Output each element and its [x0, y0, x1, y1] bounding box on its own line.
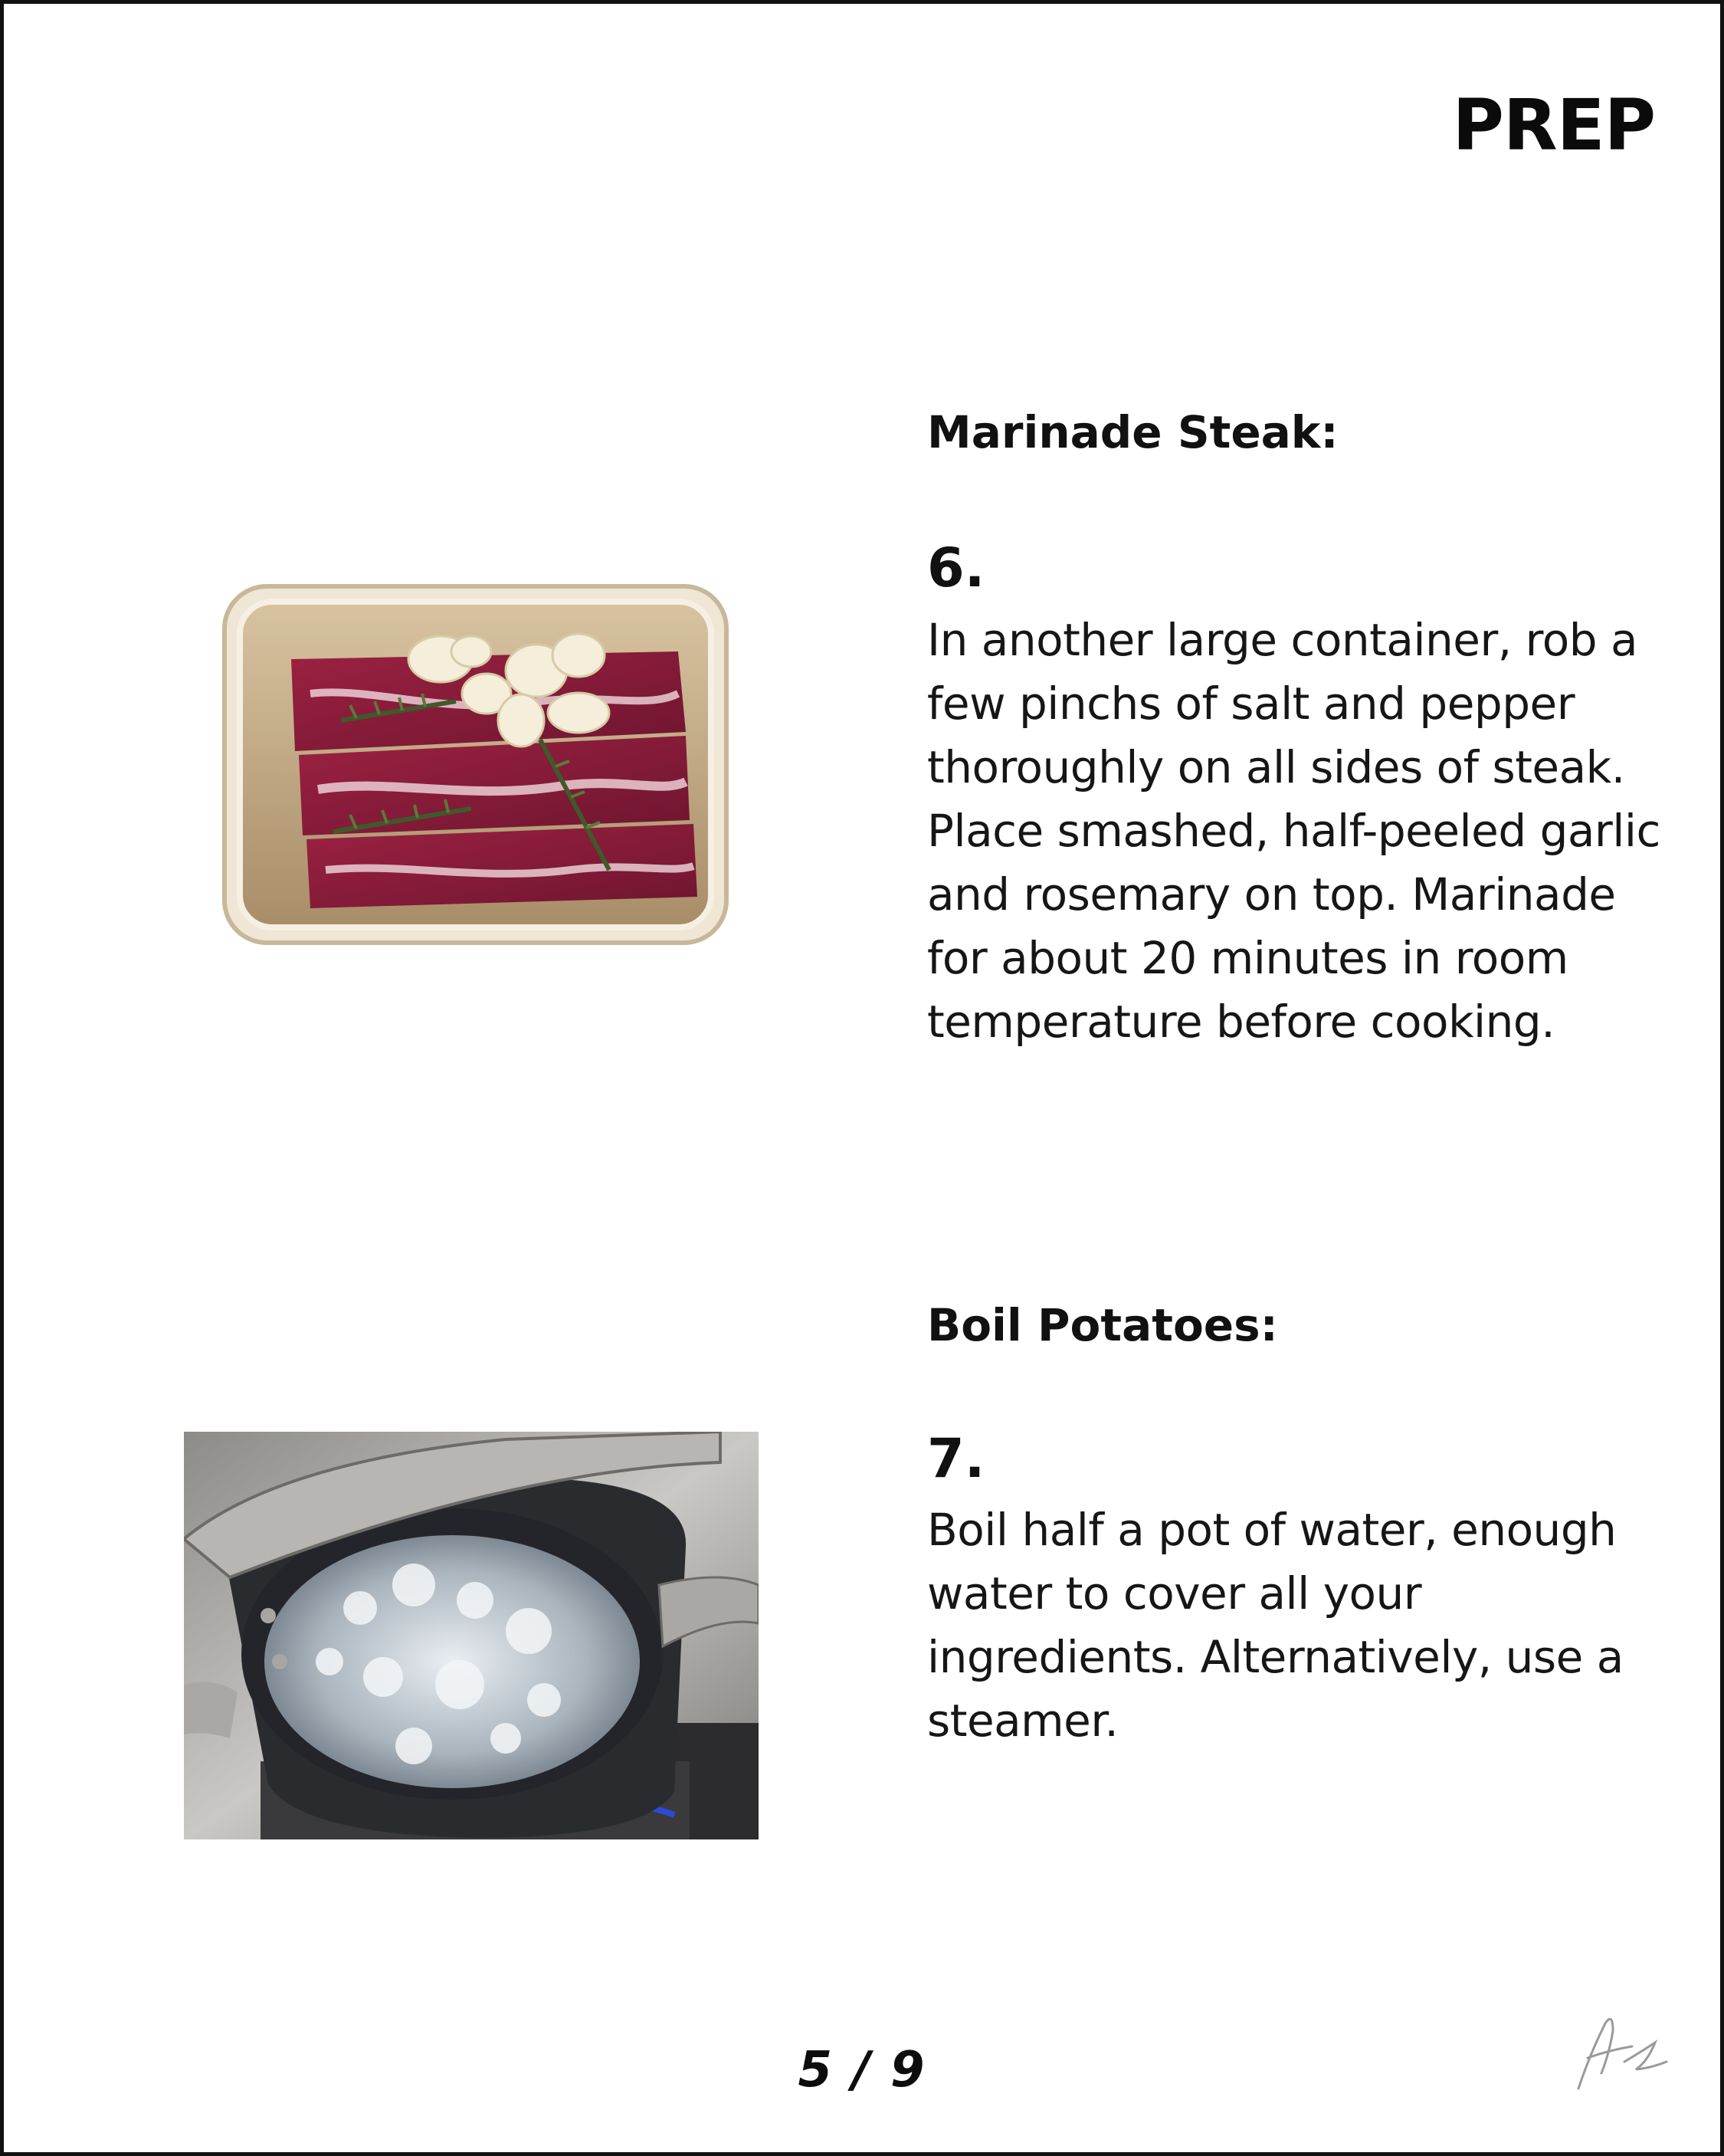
step-number-7: 7. [927, 1427, 985, 1490]
boiling-pot-photo [184, 1432, 759, 1839]
steak-container-photo [218, 579, 736, 954]
page-number: 5 / 9 [798, 2042, 926, 2099]
signature-mark-icon [1571, 2008, 1670, 2092]
section-heading-marinade: Marinade Steak: [927, 406, 1339, 458]
page-title: PREP [1452, 84, 1655, 166]
step-text-7: Boil half a pot of water, enough water to cover all your ingredients. Alternatively, use a steamer. [927, 1504, 1624, 1747]
section-heading-boil: Boil Potatoes: [927, 1299, 1278, 1351]
step-number-6: 6. [927, 537, 985, 599]
step-text-6: In another large container, rob a few pinchs of salt and pepper thoroughly on all sides of steak. Place smashed, half-peeled garlic and rosemary on top. Marinade for about 20 minutes in room temperature before cooking. [927, 614, 1660, 1048]
